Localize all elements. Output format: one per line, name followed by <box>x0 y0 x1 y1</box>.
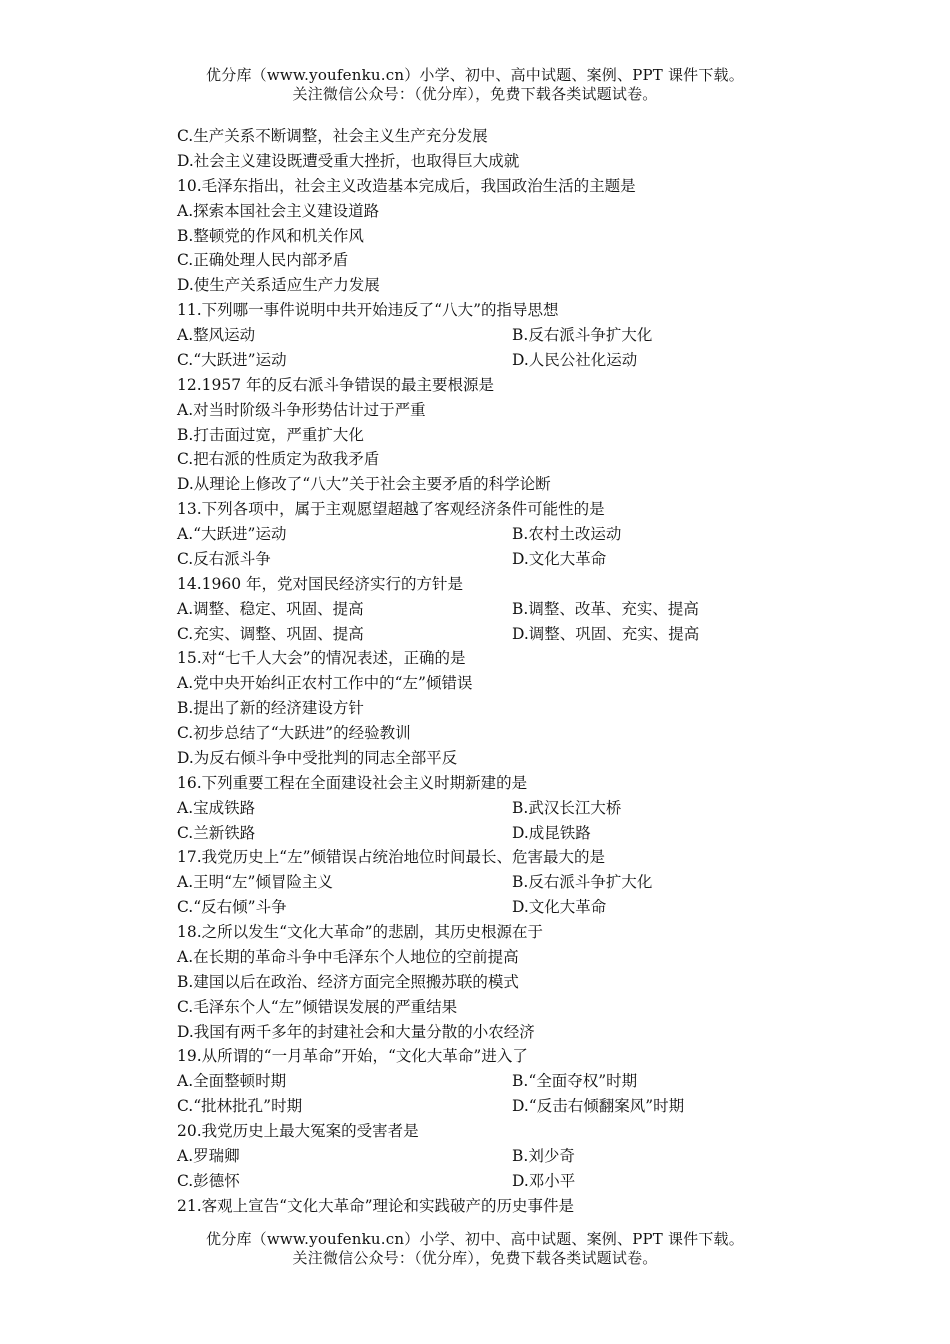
option-text: A.“大跃进”运动 <box>177 525 287 543</box>
option-text: A.调整、稳定、巩固、提高 <box>177 599 364 618</box>
option-text: D.人民公社化运动 <box>512 350 638 369</box>
option-text: A.整风运动 <box>177 326 256 344</box>
option-row <box>177 895 777 920</box>
option-text: A.罗瑞卿 <box>177 1146 240 1165</box>
option-text: A.全面整顿时期 <box>177 1072 287 1091</box>
page-footer <box>0 1230 950 1268</box>
option-text: A.在长期的革命斗争中毛泽东个人地位的空前提高 <box>177 947 519 966</box>
option-row <box>177 1144 777 1169</box>
option-text: C.毛泽东个人“左”倾错误发展的严重结果 <box>177 997 458 1016</box>
question-stem: 17.我党历史上“左”倾错误占统治地位时间最长、危害最大的是 <box>177 848 606 867</box>
option-row <box>177 1069 777 1094</box>
option-text: C.“反右倾”斗争 <box>177 898 287 917</box>
option-text: B.建国以后在政治、经济方面完全照搬苏联的模式 <box>177 972 519 991</box>
option-text: A.探索本国社会主义建设道路 <box>177 201 380 220</box>
option-text: D.“反击右倾翻案风”时期 <box>512 1097 685 1116</box>
option-text: B.“全面夺权”时期 <box>512 1072 638 1091</box>
option-row <box>177 870 777 895</box>
option-text: A.王明“左”倾冒险主义 <box>177 873 333 892</box>
option-text: D.成昆铁路 <box>512 823 591 842</box>
option-row <box>177 547 777 572</box>
option-row <box>177 622 777 647</box>
option-text: C.兰新铁路 <box>177 823 256 842</box>
option-text: C.正确处理人民内部矛盾 <box>177 251 349 270</box>
header-line-2: 关注微信公众号：（优分库），免费下载各类试题试卷。 <box>292 85 658 103</box>
option-text: D.从理论上修改了“八大”关于社会主要矛盾的科学论断 <box>177 475 551 494</box>
option-text: D.文化大革命 <box>512 549 607 568</box>
option-text: B.调整、改革、充实、提高 <box>512 599 699 618</box>
option-text: D.使生产关系适应生产力发展 <box>177 276 380 295</box>
option-text: C.初步总结了“大跃进”的经验教训 <box>177 724 411 742</box>
page-header <box>0 66 950 104</box>
option-text: D.邓小平 <box>512 1171 576 1190</box>
option-row <box>177 1169 777 1194</box>
question-stem: 19.从所谓的“一月革命”开始，“文化大革命”进入了 <box>177 1047 528 1066</box>
question-stem: 18.之所以发生“文化大革命”的悲剧，其历史根源在于 <box>177 923 543 941</box>
option-text: B.刘少奇 <box>512 1146 575 1165</box>
option-text: C.“批林批孔”时期 <box>177 1097 303 1116</box>
footer-line-1: 优分库（www.youfenku.cn）小学、初中、高中试题、案例、PPT 课件下载。 <box>206 1230 744 1248</box>
option-text: A.宝成铁路 <box>177 798 256 817</box>
footer-line-2: 关注微信公众号：（优分库），免费下载各类试题试卷。 <box>292 1249 658 1267</box>
question-stem: 12.1957 年的反右派斗争错误的最主要根源是 <box>177 375 495 394</box>
option-text: C.“大跃进”运动 <box>177 350 287 369</box>
option-text: C.把右派的性质定为敌我矛盾 <box>177 450 380 469</box>
option-row <box>177 323 777 348</box>
option-row <box>177 821 777 846</box>
option-text: A.对当时阶级斗争形势估计过于严重 <box>177 400 426 419</box>
option-text: D.文化大革命 <box>512 898 607 917</box>
option-text: C.生产关系不断调整，社会主义生产充分发展 <box>177 127 488 145</box>
question-stem: 16.下列重要工程在全面建设社会主义时期新建的是 <box>177 773 528 792</box>
header-line-1: 优分库（www.youfenku.cn）小学、初中、高中试题、案例、PPT 课件下载。 <box>206 66 744 84</box>
question-stem: 10.毛泽东指出，社会主义改造基本完成后，我国政治生活的主题是 <box>177 176 636 195</box>
option-row <box>177 597 777 622</box>
question-stem: 15.对“七千人大会”的情况表述，正确的是 <box>177 649 466 668</box>
option-text: B.农村土改运动 <box>512 525 622 543</box>
option-text: C.反右派斗争 <box>177 549 271 568</box>
option-text: D.为反右倾斗争中受批判的同志全部平反 <box>177 748 458 767</box>
option-text: D.我国有两千多年的封建社会和大量分散的小农经济 <box>177 1022 535 1041</box>
option-row <box>177 348 777 373</box>
option-text: B.整顿党的作风和机关作风 <box>177 226 364 245</box>
option-text: D.调整、巩固、充实、提高 <box>512 624 700 643</box>
option-text: A.党中央开始纠正农村工作中的“左”倾错误 <box>177 674 473 693</box>
question-stem: 14.1960 年，党对国民经济实行的方针是 <box>177 574 464 593</box>
question-stem: 13.下列各项中，属于主观愿望超越了客观经济条件可能性的是 <box>177 500 605 519</box>
question-stem: 11.下列哪一事件说明中共开始违反了“八大”的指导思想 <box>177 301 559 320</box>
option-text: B.反右派斗争扩大化 <box>512 326 653 344</box>
option-text: B.打击面过宽，严重扩大化 <box>177 425 364 444</box>
option-text: B.提出了新的经济建设方针 <box>177 699 364 718</box>
option-row <box>177 522 777 547</box>
question-stem: 21.客观上宣告“文化大革命”理论和实践破产的历史事件是 <box>177 1196 575 1215</box>
option-text: B.反右派斗争扩大化 <box>512 873 653 892</box>
option-row <box>177 1094 777 1119</box>
option-row <box>177 796 777 821</box>
exam-content <box>177 124 777 1219</box>
option-text: C.充实、调整、巩固、提高 <box>177 624 364 643</box>
option-text: D.社会主义建设既遭受重大挫折，也取得巨大成就 <box>177 151 520 170</box>
option-text: C.彭德怀 <box>177 1171 240 1190</box>
option-text: B.武汉长江大桥 <box>512 798 622 817</box>
question-stem: 20.我党历史上最大冤案的受害者是 <box>177 1122 419 1140</box>
